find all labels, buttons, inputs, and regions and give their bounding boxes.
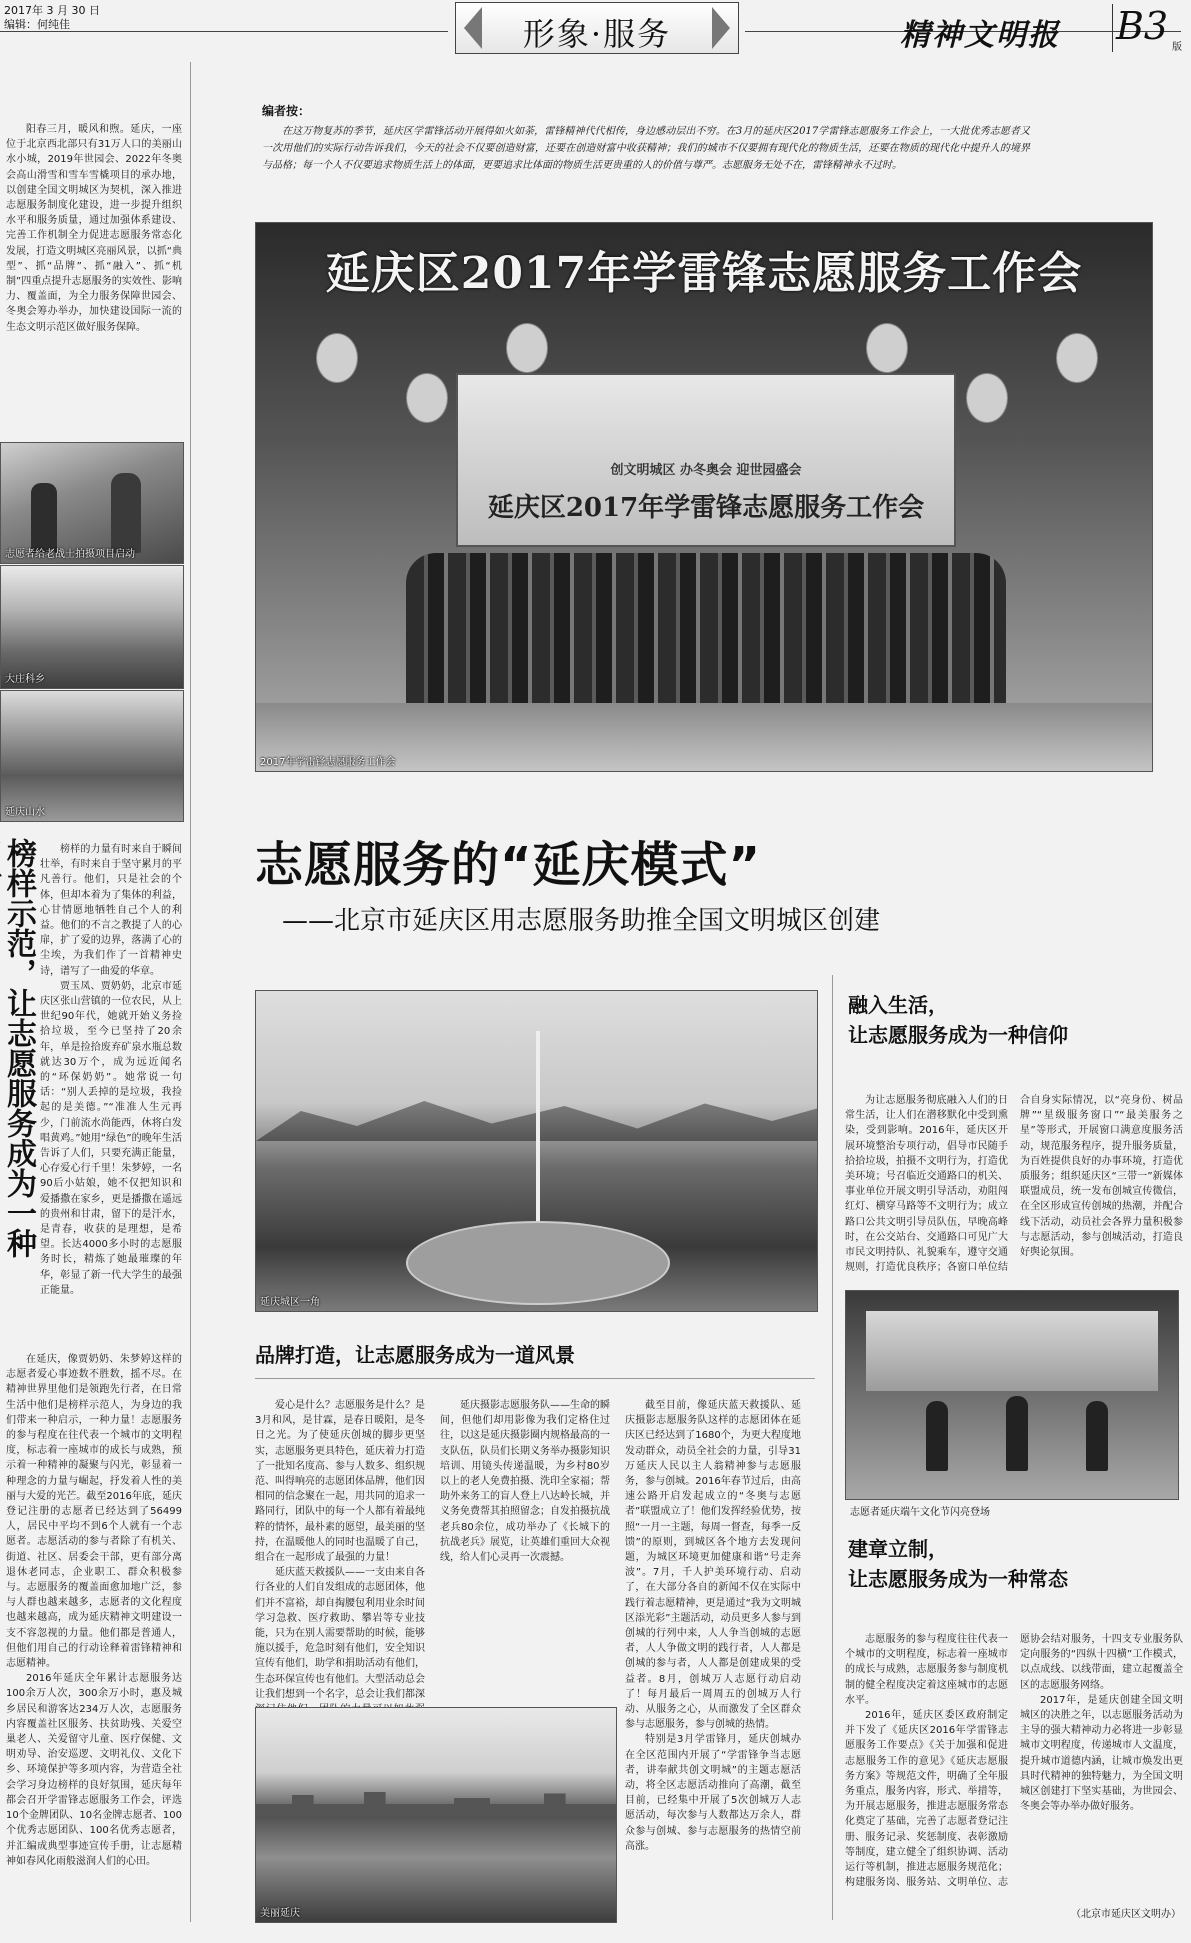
photo-caption: 延庆山水 — [5, 807, 45, 818]
crowd-of-volunteers — [406, 553, 1006, 703]
sidebar-heading-line2: 让志愿服务成为一种 — [1, 988, 36, 1258]
section-title: 形象·服务 — [522, 15, 672, 53]
masthead-divider — [1112, 4, 1113, 52]
main-headline: 志愿服务的“延庆模式” — [255, 837, 762, 893]
page-number: B3 — [1116, 4, 1169, 48]
editor-credit: 编辑：何纯佳 — [4, 18, 70, 31]
page-header — [0, 0, 1191, 60]
photo-caption: 大庄科乡 — [5, 674, 45, 685]
photo-figure — [111, 473, 141, 553]
photo-caption: 延庆城区一角 — [260, 1297, 320, 1308]
photo-dragon-boat-festival — [845, 1290, 1179, 1500]
plaza-circle — [406, 1221, 670, 1305]
stage-backdrop — [866, 1311, 1158, 1391]
photo-landscape — [0, 690, 184, 822]
sidebar-heading — [0, 838, 36, 1278]
main-subheadline: ——北京市延庆区用志愿服务助推全国文明城区创建 — [282, 906, 881, 936]
sec2-rule — [255, 1378, 815, 1379]
stage-screen — [456, 373, 956, 547]
article-credit: （北京市延庆区文明办） — [1071, 1909, 1181, 1920]
stage-slogan: 创文明城区 办冬奥会 迎世园盛会 — [610, 463, 802, 478]
photo-mountain-village — [0, 565, 184, 689]
performer-figure — [1086, 1401, 1108, 1471]
editor-note — [262, 102, 1030, 174]
sec3-photo-caption: 志愿者延庆端午文化节闪亮登场 — [850, 1507, 990, 1518]
sec4-heading: 建章立制， 让志愿服务成为一种常态 — [848, 1537, 1068, 1591]
column-divider — [190, 62, 191, 1922]
editor-note-text: 在这万物复苏的季节，延庆区学雷锋活动开展得如火如荼，雷锋精神代代相传，身边感动层出不穷。在3月的延庆区2017学雷锋志愿服务工作会上，一大批优秀志愿者又一次用他们的实际行动告诉我们，今天的社会不仅要创造财富，还要在创造财富中收获精神；我们的城市不仅要拥有现代化的物质生活，还要在物质的现代化中提升人的境界与品格；每一个人不仅要追求物质生活上的体面，更要追求比体面的物质生活更贵重的人的价值与尊严。志愿服务无处不在，雷锋精神永不过时。 — [262, 126, 1030, 171]
photo-lake — [255, 1707, 617, 1923]
conference-banner: 延庆区2017年学雷锋志愿服务工作会 — [325, 248, 1083, 299]
column-divider — [832, 975, 833, 1920]
masthead-logo: 精神文明报 — [900, 18, 1060, 53]
photo-caption: 志愿者给老战士拍摄项目启动 — [5, 549, 135, 560]
lantern-decoration — [966, 373, 1008, 423]
lantern-decoration — [866, 323, 908, 373]
photo-caption: 美丽延庆 — [260, 1908, 300, 1919]
performer-figure — [926, 1401, 948, 1471]
sidebar-heading-line1: 榜样示范， — [1, 838, 36, 988]
sec3-body: 为让志愿服务彻底融入人们的日常生活，让人们在潜移默化中受到熏染，受到影响。2016年，延庆区开展环境整治专项行动，倡导市民随手拾拾垃圾，拍摄不文明行为，打造优美环境；号召临近交通路口的机关、事业单位开展文明引导活动，劝阻闯红灯、横穿马路等不文明行为；成立路口公共文明引导员队伍，早晚高峰时，在公交站台、交通路口可见广大市民文明持队、礼貌乘车，遵守交通规则，打造优良秩序；各窗口单位结合自身实际情况，以“亮身份、树品牌”“星级服务窗口”“最美服务之星”等形式，开展窗口满意度服务活动，规范服务程序，提升服务质量，为百姓提供良好的办事环境，打造优质服务；组织延庆区“三带一”新媒体联盟成员，统一发布创城宣传微信，在全区形成宣传创城的热潮，并配合线下活动，动员社会各界力量积极参与志愿活动，参与创城活动，打造良好舆论氛围。 — [845, 1095, 1183, 1274]
sec4-body: 志愿服务的参与程度往往代表一个城市的文明程度，标志着一座城市的成长与成熟，志愿服务参与制度机制的健全程度决定着这座城市的志愿水平。 2016年，延庆区委区政府制定并下发了《延庆区2016年学雷锋志愿服务工作要点》《关于加强和促进志愿服务工作的意见》《延庆志愿服务方案》等规范文件，明确了全年服务重点，服务内容，形式、举措等，为开展志愿服务，推进志愿服务常态化奠定了基础，完善了志愿者登记注册、服务记录、奖惩制度、表彰激励等制度，建立健全了组织协调、活动运行等机制，推进志愿服务规范化；构建服务岗、服务站、文明单位、志愿协会结对服务，十四支专业服务队定向服务的“四纵十四横”工作模式，以点成线、以线带面，建立起覆盖全区的志愿服务网络。 2017年，是延庆创建全国文明城区的决胜之年，以志愿服务活动为主导的强大精神动力必将进一步彰显城市文明程度，传递城市人文温度，提升城市道德内涵，让城市焕发出更具时代精神的独特魅力，为全国文明城区创建打下坚实基础，为世园会、冬奥会等办举办做好服务。 — [845, 1634, 1183, 1889]
sec1-body-narrow: 榜样的力量有时来自于瞬间壮举，有时来自于坚守累月的平凡善行。他们，只是社会的个体，但却本着为了集体的利益，心甘情愿地牺牲自己个人的利益。他们的不言之教提了人的心扉，扩了爱的边界，落满了心的尘埃，为我们作了一首精神史诗，谱写了一曲爱的华章。 贾玉凤、贾奶奶，北京市延庆区张山营镇的一位农民，从上世纪90年代，她就开始义务捡拾垃圾，至今已坚持了20余年，单是捡拾废弃矿泉水瓶总数就达30万个，成为远近闻名的“环保奶奶”。她常说一句话：“别人丢掉的是垃圾，我捡起的是美德。”“准准人生元再少，门前流水尚能西，休将白发唱黄鸡。”她用“绿色”的晚年生活告诉了人们，只要充满正能量，心存爱心行千里！朱梦婷，一名90后小姑娘，她不仅把知识和爱播撒在家乡，更是播撒在遥远的贵州和甘肃，留下的是汗水，是青春，收获的是理想，是希望。长达4000多小时的志愿服务时长，精炼了她最璀璨的年华，彰显了新一代大学生的最强正能量。 — [40, 844, 182, 1296]
page-suffix: 版 — [1172, 42, 1182, 53]
photo-veteran-project — [0, 442, 184, 564]
sec2-body-col2: 延庆摄影志愿服务队——生命的瞬间，但他们却用影像为我们定格住过往，以这是延庆摄影圈内规格最高的一支队伍，队员们长期义务举办摄影知识培训、用镜头传递温暖，为乡村80岁以上的老人免费拍摄、洗印全家福；帮助外来务工的盲人登上八达岭长城，并义务免费帮其拍照留念；自发拍摄抗战老兵80余位，成功举办了《长城下的抗战老兵》展览，让英雄们重回大众视线，给人们心灵再一次震撼。 — [440, 1400, 610, 1564]
photo-city-square — [255, 990, 818, 1312]
issue-date: 2017年 3 月 30 日 — [4, 4, 100, 17]
header-left-rule — [0, 31, 448, 32]
sec1-body-wide: 在延庆，像贾奶奶、朱梦婷这样的志愿者爱心事迹数不胜数，摇不尽。在精神世界里他们是领跑先行者，在日常生活中他们是榜样示范人，为身边的我们带来一种启示，一种力量！志愿服务的参与程度在往代表一个城市的文明程度，标志着一座城市的成长与成熟，预示着一种精神的凝聚与闪光，彰显着一种理念的力量与崛起，抒发着人性的美丽与大爱的光芒。截至2016年底，延庆登记注册的志愿者已经达到了56499人，居民中平均不到6个人就有一个志愿者。志愿活动的参与者除了有机关、街道、社区、居委会干部，更有部分离退休老同志，企业职工、群众积极参与。志愿服务的覆盖面愈加地广泛，参与人群也越来越多，志愿者的文化程度也越来越高，成为延庆精神文明建设一支不容忽视的力量。他们都是普通人，但他们用自己的行动诠释着雷锋精神和志愿精神。 2016年延庆全年累计志愿服务达100余万人次，300余万小时，惠及城乡居民和游客达234万人次，志愿服务内容覆盖社区服务、扶贫助残、关爱空巢老人、关爱留守儿童、医疗保健、文明劝导、治安巡逻、文明礼仪、文化下乡、环境保护等多项内容，为营造全社会学习身边榜样的良好氛围，延庆每年都会召开学雷锋志愿服务工作会，评选10个金牌团队、10名金牌志愿者、100个优秀志愿团队、100名优秀志愿者，并汇编成典型事迹宣传手册，让志愿精神如春风化雨般滋润人们的心田。 — [6, 1354, 182, 1867]
photo-figure — [31, 483, 57, 553]
main-photo-caption: 2017年学雷锋志愿服务工作会 — [260, 757, 396, 768]
skyline — [256, 1786, 616, 1816]
sec2-body-col3: 截至目前，像延庆蓝天救援队、延庆摄影志愿服务队这样的志愿团体在延庆区已经达到了1680个，为更大程度地发动群众，动员全社会的力量，引导31万延庆人民以主人翁精神参与志愿服务，参与创城。2016年春节过后，由高速公路开启发起成立的“冬奥与志愿者”联盟成立了！他们发挥经验优势，按照“一月一主题，每周一督查，每季一反馈”的原则，到城区各个地方去发现问题，为城区环境更加健康和谐“号走奔波”。7月，千人护美环境行动、启动了，在大部分各自的新闻不仅在实际中践行着志愿精神，更是通过“我为文明城区添光彩”主题活动，动员更多人参与到创城的行列中来，人人争当创城的志愿者，人人争做文明的践行者，人人都是创城的参与者，人人都是创建成果的受益者。8月，创城万人志愿行动启动了！每月最后一周周五的创城万人行动、从服务之心，从而激发了全区群众参与志愿服务，参与创城的热情。 特别是3月学雷锋月，延庆创城办在全区范围内开展了“学雷锋争当志愿者，讲奉献共创文明城”的主题志愿活动，将全区志愿活动推向了高潮，截至目前，已经集中开展了5次创城万人志愿活动，每次参与人数都达万余人，群众参与创城、参与志愿服务的热情空前高涨。 — [625, 1400, 801, 1852]
editor-note-label: 编者按： — [262, 104, 311, 118]
sec2-body-col1: 爱心是什么？志愿服务是什么？是3月和风，是甘霖，是春日暖阳，是冬日之光。为了使延庆创城的脚步更坚实，志愿服务更具特色，延庆着力打造了一批知名度高、参与人数多、组织规范、叫得响亮的志愿团体品牌，他们因相同的信念聚在一起，用共同的追求一路同行，团队中的每一个人都有着最纯粹的情怀，最朴素的愿望，最美丽的坚持，在温暖他人的同时也温暖了自己，组合在一起形成了最强的力量！ 延庆蓝天救援队——一支由来自各行各业的人们自发组成的志愿团体，他们并不富裕，却自掏腰包利用业余时间学习急救、医疗救助、攀岩等专业技能，只为在别人需要帮助的时候，能够施以援手，危急时刻有他们，安全知识宣传有他们，助学和捐助活动有他们，生态环保宣传也有他们。大型活动总会让我们想到一个名字，总会让我们都深 — [255, 1400, 425, 1700]
main-photo-conference — [255, 222, 1153, 772]
lantern-decoration — [406, 373, 448, 423]
section-banner — [455, 2, 739, 54]
lantern-decoration — [316, 333, 358, 383]
stage-title: 延庆区2017年学雷锋志愿服务工作会 — [487, 493, 925, 523]
lantern-decoration — [1056, 333, 1098, 383]
lantern-decoration — [506, 323, 548, 373]
flagpole — [536, 1031, 540, 1231]
sec2-heading: 品牌打造，让志愿服务成为一道风景 — [255, 1343, 575, 1367]
performer-figure — [1006, 1396, 1028, 1471]
sec3-heading: 融入生活， 让志愿服务成为一种信仰 — [848, 993, 1068, 1047]
intro-text: 阳春三月，暖风和煦。延庆，一座位于北京西北部只有31万人口的美丽山水小城，2019年世园会、2022年冬奥会高山滑雪和雪车雪橇项目的承办地，以创建全国文明城区为契机，深入推进志愿服务制度化建设，进一步提升组织水平和服务质量，通过加强体系建设、完善工作机制全力促进志愿服务常态化发展，打造文明城区亮丽风景，以抓“典型”、抓“品牌”、抓“融入”、抓“机制”四重点提升志愿服务的实效性、影响力、覆盖面，为全力服务保障世园会、冬奥会筹办举办，加快建设国际一流的生态文明示范区做好服务保障。 — [6, 124, 182, 333]
